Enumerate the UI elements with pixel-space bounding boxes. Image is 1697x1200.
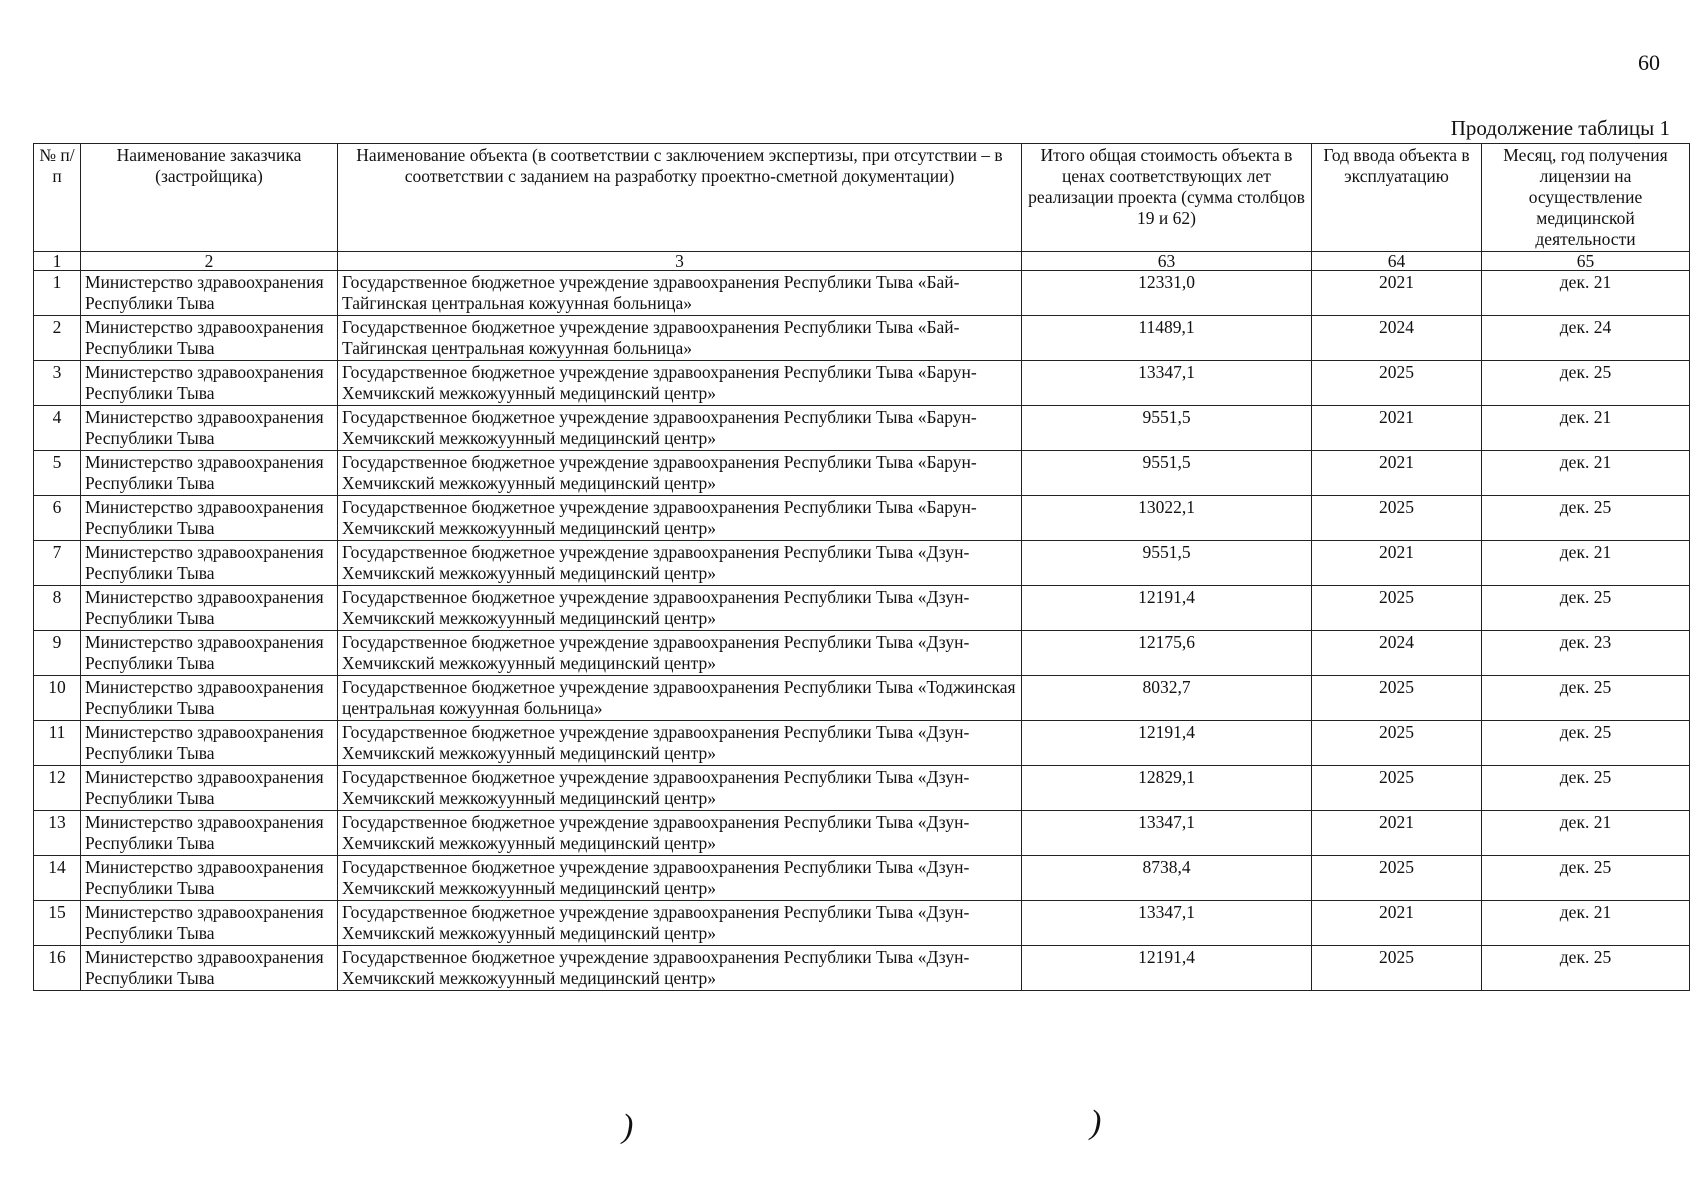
total-cost: 13022,1 — [1022, 496, 1312, 541]
total-cost: 9551,5 — [1022, 451, 1312, 496]
license-month: дек. 23 — [1482, 631, 1690, 676]
object-name: Государственное бюджетное учреждение здравоохранения Республики Тыва «Дзун-Хемчикский межкожуунный медицинский центр» — [338, 946, 1022, 991]
object-name: Государственное бюджетное учреждение здравоохранения Республики Тыва «Дзун-Хемчикский межкожуунный медицинский центр» — [338, 541, 1022, 586]
header-year: Год ввода объекта в эксплуатацию — [1312, 144, 1482, 252]
object-name: Государственное бюджетное учреждение здравоохранения Республики Тыва «Дзун-Хемчикский межкожуунный медицинский центр» — [338, 766, 1022, 811]
handwritten-mark: ) — [1090, 1104, 1102, 1141]
header-month: Месяц, год получения лицензии на осуществление медицинской деятельности — [1482, 144, 1690, 252]
object-name: Государственное бюджетное учреждение здравоохранения Республики Тыва «Тоджинская центральная кожуунная больница» — [338, 676, 1022, 721]
header-cost: Итого общая стоимость объекта в ценах соответствующих лет реализации проекта (сумма столбцов 19 и 62) — [1022, 144, 1312, 252]
table-row — [34, 946, 1690, 991]
customer-name: Министерство здравоохранения Республики Тыва — [81, 496, 338, 541]
colnum-65: 65 — [1482, 252, 1690, 271]
object-name: Государственное бюджетное учреждение здравоохранения Республики Тыва «Барун-Хемчикский межкожуунный медицинский центр» — [338, 496, 1022, 541]
license-month: дек. 25 — [1482, 496, 1690, 541]
total-cost: 8032,7 — [1022, 676, 1312, 721]
table-row — [34, 766, 1690, 811]
header-customer: Наименование заказчика (застройщика) — [81, 144, 338, 252]
license-month: дек. 25 — [1482, 361, 1690, 406]
total-cost: 12191,4 — [1022, 721, 1312, 766]
table-row — [34, 316, 1690, 361]
table-row — [34, 361, 1690, 406]
row-number: 4 — [34, 406, 81, 451]
commission-year: 2025 — [1312, 676, 1482, 721]
license-month: дек. 21 — [1482, 406, 1690, 451]
commission-year: 2024 — [1312, 316, 1482, 361]
object-name: Государственное бюджетное учреждение здравоохранения Республики Тыва «Дзун-Хемчикский межкожуунный медицинский центр» — [338, 811, 1022, 856]
license-month: дек. 25 — [1482, 676, 1690, 721]
customer-name: Министерство здравоохранения Республики Тыва — [81, 766, 338, 811]
row-number: 6 — [34, 496, 81, 541]
commission-year: 2025 — [1312, 856, 1482, 901]
table-row — [34, 451, 1690, 496]
object-name: Государственное бюджетное учреждение здравоохранения Республики Тыва «Дзун-Хемчикский межкожуунный медицинский центр» — [338, 901, 1022, 946]
data-table — [33, 143, 1690, 991]
header-object: Наименование объекта (в соответствии с заключением экспертизы, при отсутствии – в соответствии с заданием на разработку проектно-сметной документации) — [338, 144, 1022, 252]
customer-name: Министерство здравоохранения Республики Тыва — [81, 586, 338, 631]
license-month: дек. 21 — [1482, 451, 1690, 496]
license-month: дек. 24 — [1482, 316, 1690, 361]
header-row — [34, 144, 1690, 252]
customer-name: Министерство здравоохранения Республики Тыва — [81, 946, 338, 991]
license-month: дек. 25 — [1482, 946, 1690, 991]
column-number-row — [34, 252, 1690, 271]
customer-name: Министерство здравоохранения Республики Тыва — [81, 901, 338, 946]
total-cost: 13347,1 — [1022, 361, 1312, 406]
row-number: 3 — [34, 361, 81, 406]
row-number: 16 — [34, 946, 81, 991]
table-row — [34, 811, 1690, 856]
commission-year: 2025 — [1312, 721, 1482, 766]
customer-name: Министерство здравоохранения Республики Тыва — [81, 541, 338, 586]
commission-year: 2021 — [1312, 901, 1482, 946]
total-cost: 12829,1 — [1022, 766, 1312, 811]
commission-year: 2025 — [1312, 586, 1482, 631]
customer-name: Министерство здравоохранения Республики Тыва — [81, 316, 338, 361]
commission-year: 2024 — [1312, 631, 1482, 676]
object-name: Государственное бюджетное учреждение здравоохранения Республики Тыва «Барун-Хемчикский межкожуунный медицинский центр» — [338, 451, 1022, 496]
license-month: дек. 25 — [1482, 721, 1690, 766]
license-month: дек. 25 — [1482, 766, 1690, 811]
table-row — [34, 541, 1690, 586]
commission-year: 2025 — [1312, 766, 1482, 811]
total-cost: 9551,5 — [1022, 406, 1312, 451]
customer-name: Министерство здравоохранения Республики Тыва — [81, 361, 338, 406]
commission-year: 2025 — [1312, 946, 1482, 991]
total-cost: 9551,5 — [1022, 541, 1312, 586]
license-month: дек. 21 — [1482, 271, 1690, 316]
object-name: Государственное бюджетное учреждение здравоохранения Республики Тыва «Барун-Хемчикский межкожуунный медицинский центр» — [338, 361, 1022, 406]
table-body — [34, 271, 1690, 991]
commission-year: 2021 — [1312, 811, 1482, 856]
table-row — [34, 406, 1690, 451]
row-number: 2 — [34, 316, 81, 361]
table-row — [34, 676, 1690, 721]
row-number: 14 — [34, 856, 81, 901]
table-row — [34, 271, 1690, 316]
page-number: 60 — [1638, 50, 1660, 75]
handwritten-mark: ) — [622, 1108, 634, 1145]
license-month: дек. 21 — [1482, 901, 1690, 946]
total-cost: 8738,4 — [1022, 856, 1312, 901]
colnum-3: 3 — [338, 252, 1022, 271]
table-row — [34, 901, 1690, 946]
row-number: 15 — [34, 901, 81, 946]
table-row — [34, 856, 1690, 901]
colnum-64: 64 — [1312, 252, 1482, 271]
row-number: 8 — [34, 586, 81, 631]
total-cost: 11489,1 — [1022, 316, 1312, 361]
commission-year: 2021 — [1312, 541, 1482, 586]
customer-name: Министерство здравоохранения Республики Тыва — [81, 451, 338, 496]
row-number: 12 — [34, 766, 81, 811]
object-name: Государственное бюджетное учреждение здравоохранения Республики Тыва «Дзун-Хемчикский межкожуунный медицинский центр» — [338, 631, 1022, 676]
commission-year: 2025 — [1312, 361, 1482, 406]
total-cost: 13347,1 — [1022, 811, 1312, 856]
customer-name: Министерство здравоохранения Республики Тыва — [81, 811, 338, 856]
total-cost: 12191,4 — [1022, 586, 1312, 631]
total-cost: 13347,1 — [1022, 901, 1312, 946]
total-cost: 12175,6 — [1022, 631, 1312, 676]
table-caption: Продолжение таблицы 1 — [1450, 116, 1670, 140]
row-number: 9 — [34, 631, 81, 676]
customer-name: Министерство здравоохранения Республики Тыва — [81, 676, 338, 721]
license-month: дек. 25 — [1482, 586, 1690, 631]
object-name: Государственное бюджетное учреждение здравоохранения Республики Тыва «Бай-Тайгинская центральная кожуунная больница» — [338, 271, 1022, 316]
customer-name: Министерство здравоохранения Республики Тыва — [81, 271, 338, 316]
table-row — [34, 586, 1690, 631]
commission-year: 2021 — [1312, 271, 1482, 316]
license-month: дек. 25 — [1482, 856, 1690, 901]
table-row — [34, 721, 1690, 766]
commission-year: 2025 — [1312, 496, 1482, 541]
object-name: Государственное бюджетное учреждение здравоохранения Республики Тыва «Бай-Тайгинская центральная кожуунная больница» — [338, 316, 1022, 361]
row-number: 1 — [34, 271, 81, 316]
colnum-2: 2 — [81, 252, 338, 271]
customer-name: Министерство здравоохранения Республики Тыва — [81, 856, 338, 901]
row-number: 7 — [34, 541, 81, 586]
license-month: дек. 21 — [1482, 541, 1690, 586]
colnum-63: 63 — [1022, 252, 1312, 271]
row-number: 5 — [34, 451, 81, 496]
customer-name: Министерство здравоохранения Республики Тыва — [81, 721, 338, 766]
row-number: 10 — [34, 676, 81, 721]
total-cost: 12191,4 — [1022, 946, 1312, 991]
table-row — [34, 631, 1690, 676]
object-name: Государственное бюджетное учреждение здравоохранения Республики Тыва «Дзун-Хемчикский межкожуунный медицинский центр» — [338, 586, 1022, 631]
customer-name: Министерство здравоохранения Республики Тыва — [81, 631, 338, 676]
colnum-1: 1 — [34, 252, 81, 271]
commission-year: 2021 — [1312, 406, 1482, 451]
customer-name: Министерство здравоохранения Республики Тыва — [81, 406, 338, 451]
table-row — [34, 496, 1690, 541]
object-name: Государственное бюджетное учреждение здравоохранения Республики Тыва «Дзун-Хемчикский межкожуунный медицинский центр» — [338, 721, 1022, 766]
row-number: 13 — [34, 811, 81, 856]
row-number: 11 — [34, 721, 81, 766]
header-num: № п/п — [34, 144, 81, 252]
object-name: Государственное бюджетное учреждение здравоохранения Республики Тыва «Дзун-Хемчикский межкожуунный медицинский центр» — [338, 856, 1022, 901]
license-month: дек. 21 — [1482, 811, 1690, 856]
object-name: Государственное бюджетное учреждение здравоохранения Республики Тыва «Барун-Хемчикский межкожуунный медицинский центр» — [338, 406, 1022, 451]
total-cost: 12331,0 — [1022, 271, 1312, 316]
commission-year: 2021 — [1312, 451, 1482, 496]
